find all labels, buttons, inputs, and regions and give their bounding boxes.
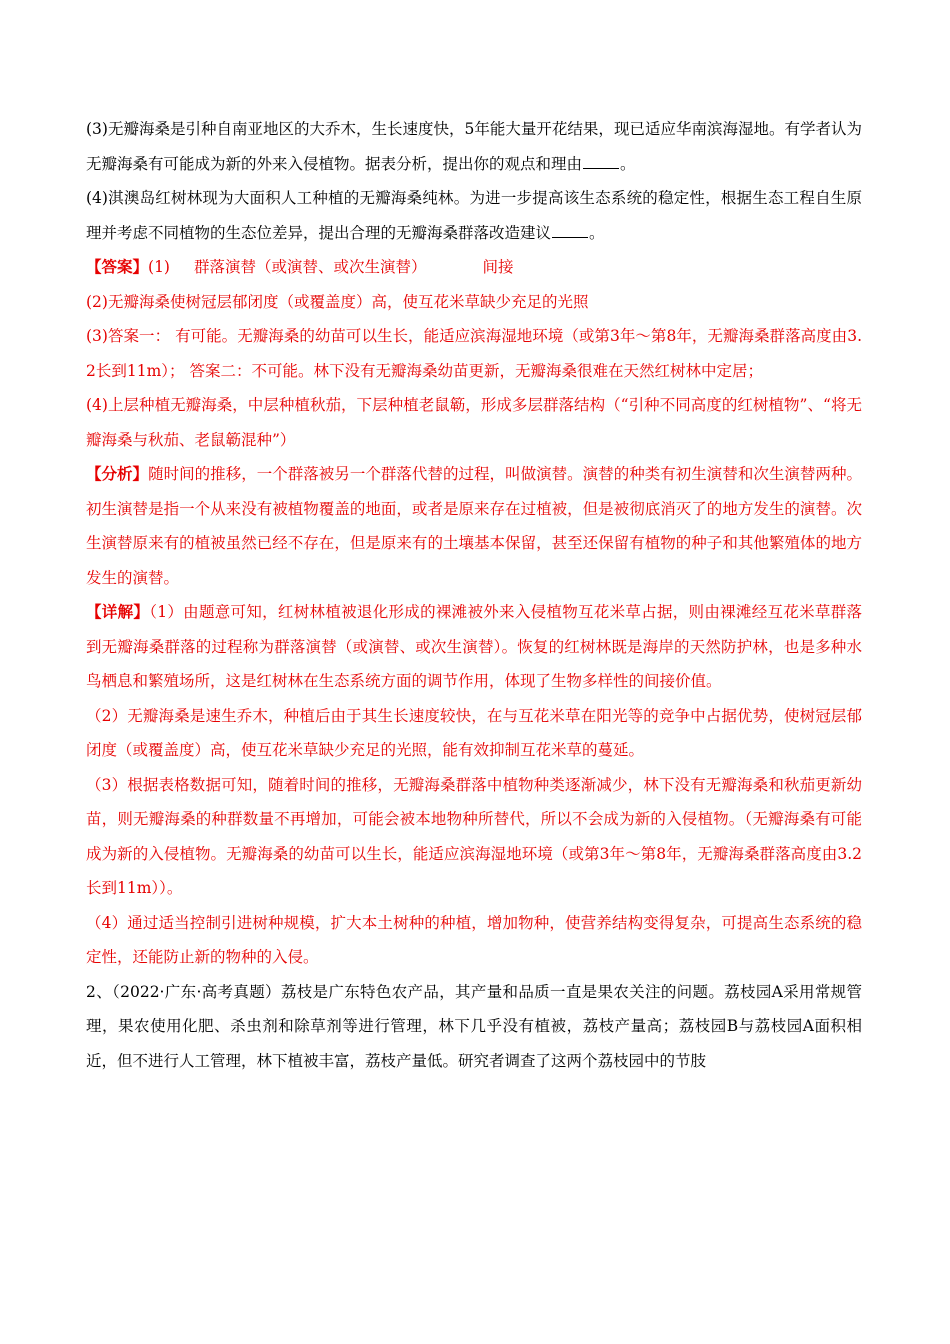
question-4-text: (4)淇澳岛红树林现为大面积人工种植的无瓣海桑纯林。为进一步提高该生态系统的稳定性，根据生态工程自生原理并考虑不同植物的生态位差异，提出合理的无瓣海桑群落改造建议 — [86, 189, 862, 242]
detail-4: （4）通过适当控制引进树种规模，扩大本土树种的种植，增加物种，使营养结构变得复杂，可提高生态系统的稳定性，还能防止新的物种的入侵。 — [86, 913, 862, 966]
analysis-text: 随时间的推移，一个群落被另一个群落代替的过程，叫做演替。演替的种类有初生演替和次生演替两种。初生演替是指一个从来没有被植物覆盖的地面，或者是原来存在过植被，但是被彻底消灭了的地方发生的演替。次生演替原来有的植被虽然已经不存在，但是原来有的土壤基本保留，甚至还保留有植物的种子和其他繁殖体的地方发生的演替。 — [86, 465, 862, 587]
answer-4: (4)上层种植无瓣海桑，中层种植秋茄，下层种植老鼠簕，形成多层群落结构（“引种不同高度的红树植物”、“将无瓣海桑与秋茄、老鼠簕混种”） — [86, 396, 862, 449]
detail-1 — [86, 595, 862, 699]
document-page — [86, 112, 862, 1078]
answer-1-value-2: 间接 — [482, 258, 514, 276]
question-3-end: 。 — [620, 154, 636, 173]
question-4 — [86, 181, 862, 250]
analysis-tag: 【分析】 — [86, 464, 149, 483]
answer-tag: 【答案】 — [86, 257, 149, 276]
answer-blank — [583, 154, 619, 169]
answer-1-number: (1) — [148, 258, 170, 276]
answer-blank — [552, 223, 588, 238]
question-2-stem: 2、（2022·广东·高考真题）荔枝是广东特色农产品，其产量和品质一直是果农关注的问题。荔枝园A采用常规管理，果农使用化肥、杀虫剂和除草剂等进行管理，林下几乎没有植被，荔枝产量高；荔枝园B与荔枝园A面积相近，但不进行人工管理，林下植被丰富，荔枝产量低。研究者调查了这两个荔枝园中的节肢 — [86, 982, 862, 1070]
detail-tag: 【详解】 — [86, 602, 150, 621]
question-3-text: (3)无瓣海桑是引种自南亚地区的大乔木，生长速度快，5年能大量开花结果，现已适应华南滨海湿地。有学者认为无瓣海桑有可能成为新的外来入侵植物。据表分析，提出你的观点和理由 — [86, 120, 862, 173]
detail-3: （3）根据表格数据可知，随着时间的推移，无瓣海桑群落中植物种类逐渐减少，林下没有无瓣海桑和秋茄更新幼苗，则无瓣海桑的种群数量不再增加，可能会被本地物种所替代，所以不会成为新的入侵植物。（无瓣海桑有可能成为新的入侵植物。无瓣海桑的幼苗可以生长，能适应滨海湿地环境（或第3年～第8年，无瓣海桑群落高度由3.2长到11m））。 — [86, 775, 862, 897]
answer-1-value-1: 群落演替（或演替、或次生演替） — [193, 258, 427, 276]
question-4-end: 。 — [589, 223, 605, 242]
answer-1 — [86, 250, 862, 285]
question-3 — [86, 112, 862, 181]
analysis — [86, 457, 862, 595]
answer-2: (2)无瓣海桑使树冠层郁闭度（或覆盖度）高，使互花米草缺少充足的光照 — [86, 292, 589, 311]
detail-2: （2）无瓣海桑是速生乔木，种植后由于其生长速度较快，在与互花米草在阳光等的竞争中占据优势，使树冠层郁闭度（或覆盖度）高，使互花米草缺少充足的光照，能有效抑制互花米草的蔓延。 — [86, 706, 862, 759]
answer-3: (3)答案一： 有可能。无瓣海桑的幼苗可以生长，能适应滨海湿地环境（或第3年～第8年，无瓣海桑群落高度由3.2长到11m）； 答案二：不可能。林下没有无瓣海桑幼苗更新，无瓣海桑很难在天然红树林中定居； — [86, 327, 862, 380]
detail-1-text: （1）由题意可知，红树林植被退化形成的裸滩被外来入侵植物互花米草占据，则由裸滩经互花米草群落到无瓣海桑群落的过程称为群落演替（或演替、或次生演替）。恢复的红树林既是海岸的天然防护林，也是多种水鸟栖息和繁殖场所，这是红树林在生态系统方面的调节作用，体现了生物多样性的间接价值。 — [86, 603, 862, 690]
